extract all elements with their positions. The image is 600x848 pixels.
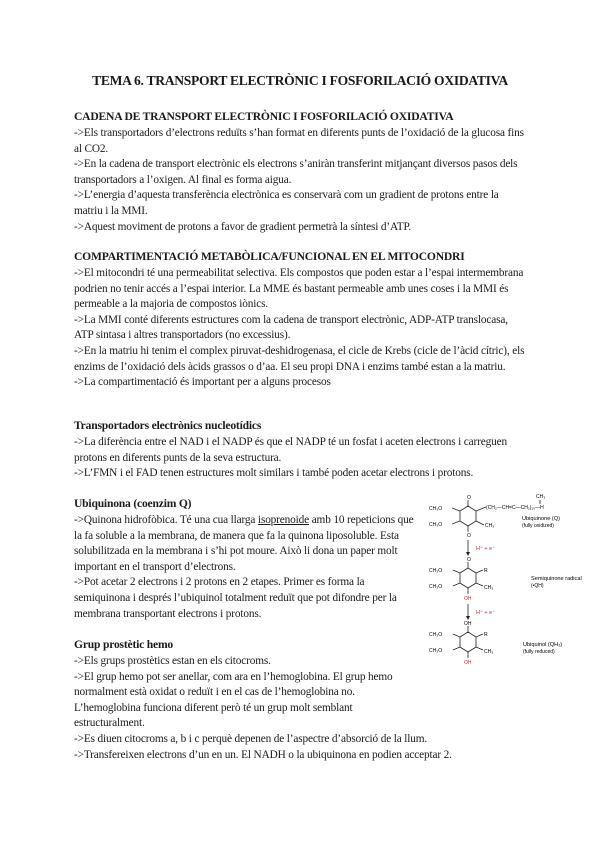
paragraph: ->La diferència entre el NAD i el NADP és que el NADP té un fosfat i aceten electrons i carreguen protons en diferents punts de la seva estructura. [74,436,507,464]
section-heading: COMPARTIMENTACIÓ METABÒLICA/FUNCIONAL EN EL MITOCONDRI [74,250,465,263]
paragraph: ->Transfereixen electrons d’un en un. El NADH o la ubiquinona en podien acceptar 2. [74,748,452,761]
paragraph [74,513,419,575]
hydroxyl-group: OH [464,596,472,602]
text-run: ->Quinona hidrofòbica. Té una cua llarga [74,514,258,526]
section-ubiquinone [74,496,419,622]
paragraph: ->La compartimentació és important per a alguns procesos [74,376,331,389]
methoxy-group: CH₃O [429,648,443,654]
paragraph: ->El grup hemo pot ser anellar, com ara en l’hemoglobina. El grup hemo normalment està oxidat o reduït i en el cas de l’hemoglobina no. L’hemoglobina funciona diferent però té un grup molt semblant estructuralment. [74,670,393,730]
isoprenoid-tail: (CH₂—CH=C—CH₂)₁₀—H [486,505,544,511]
oxygen-atom: O [467,495,471,501]
ubiquinol-state: (fully reduced) [523,649,555,655]
methyl-group: CH₃ [484,585,494,591]
methoxy-group: CH₃O [429,632,443,638]
section-heading: CADENA DE TRANSPORT ELECTRÒNIC I FOSFORILACIÓ OXIDATIVA [74,110,454,123]
section-nucleotide-carriers [74,418,529,482]
paragraph: ->L’FMN i el FAD tenen estructures molt similars i també poden acetar electrons i protons. [74,467,474,480]
proton-electron-label: H⁺ + e⁻ [476,546,496,552]
section-electron-transport [74,109,529,235]
methoxy-group: CH₃O [429,506,443,512]
paragraph: ->En la matriu hi tenim el complex piruvat-deshidrogenasa, el cicle de Krebs (cicle de l’àcid cítric), els enzims de l’oxidació dels àcids grassos o d’aa. El seu propi DNA i enzims també estan a la matriu. [74,344,525,373]
methyl-group: CH₃ [536,494,546,500]
reduction-arrow [466,604,470,620]
r-group: R [484,568,488,574]
section-heading: Ubiquinona (coenzim Q) [74,497,192,510]
paragraph: ->L’energia d’aquesta transferència electrònica es conservarà com un gradient de protons entre la matriu i la MMI. [74,189,499,217]
paragraph: ->Els grups prostètics estan en els citocroms. [74,655,271,667]
page-title: TEMA 6. TRANSPORT ELECTRÒNIC I FOSFORILACIÓ OXIDATIVA [92,73,508,88]
reduction-arrow [466,540,470,556]
methyl-group: CH₃ [485,523,495,529]
ubiquinol-label: Ubiquinol (QH₂) [523,642,563,648]
ubiquinol-structure [453,626,483,658]
paragraph: ->En la cadena de transport electrònic els electrons s’aniràn transferint mitjançant diversos pasos dels transportadors a l’oxigen. Al final es forma aigua. [74,158,518,186]
oxygen-atom: O [467,557,471,563]
ubiquinone-reduction-figure [428,494,588,694]
hydroxyl-group: OH [464,621,472,627]
section-heading: Transportadors electrònics nucleotídics [74,419,262,432]
methoxy-group: CH₃O [429,568,443,574]
paragraph: ->Els transportadors d’electrons reduïts s’han format en diferents punts de l’oxidació de la glucosa fins al CO2. [74,127,524,155]
semiquinone-label: Semiquinone radical [531,576,582,582]
semiquinone-structure [453,562,483,594]
oxygen-atom: O [467,533,471,539]
methoxy-group: CH₃O [429,522,443,528]
methoxy-group: CH₃O [429,584,443,590]
paragraph: ->El mitocondri té una permeabilitat selectiva. Els compostos que poden estar a l’espai intermembrana podrien no tenir accés a l’espai interior. La MME és bastant permeable amb unes coses i la MMI és permeable a la majoria de compostos iònics. [74,267,524,311]
methyl-group: CH₃ [484,649,494,655]
section-compartmentation [74,249,529,391]
paragraph: ->Pot acetar 2 electrons i 2 protons en 2 etapes. Primer es forma la semiquinona i després l’ubiquinol totalment reduït que pot difondre per la membrana transportant electrons i protons. [74,576,397,620]
text-run: amb 10 repeticions que la fa soluble a la membrana, de manera que fa la quinona liposoluble. Esta solubilitzada en la membrana i s’hi pot moure. Això li dona un paper molt important en el transport d’electrons. [74,514,414,573]
proton-electron-label: H⁺ + e⁻ [476,610,496,616]
semiquinone-abbr: (•QH) [531,583,544,589]
ubiquinone-label: Ubiquinone (Q) [522,516,560,522]
section-heading: Grup prostètic hemo [74,638,174,651]
paragraph: ->La MMI conté diferents estructures com la cadena de transport electrònic, ADP-ATP translocasa, ATP sintasa i altres transportadors (no excessius). [74,313,508,342]
r-group: R [484,632,488,638]
ubiquinone-state: (fully oxidized) [522,523,554,529]
paragraph: ->Es diuen citocroms a, b i c perquè depenen de l’aspectre d’absorció de la llum. [74,732,428,745]
hydroxyl-group: OH [464,660,472,666]
underlined-term: isoprenoide [257,514,310,526]
paragraph: ->Aquest moviment de protons a favor de gradient permetrà la síntesi d’ATP. [74,220,412,233]
